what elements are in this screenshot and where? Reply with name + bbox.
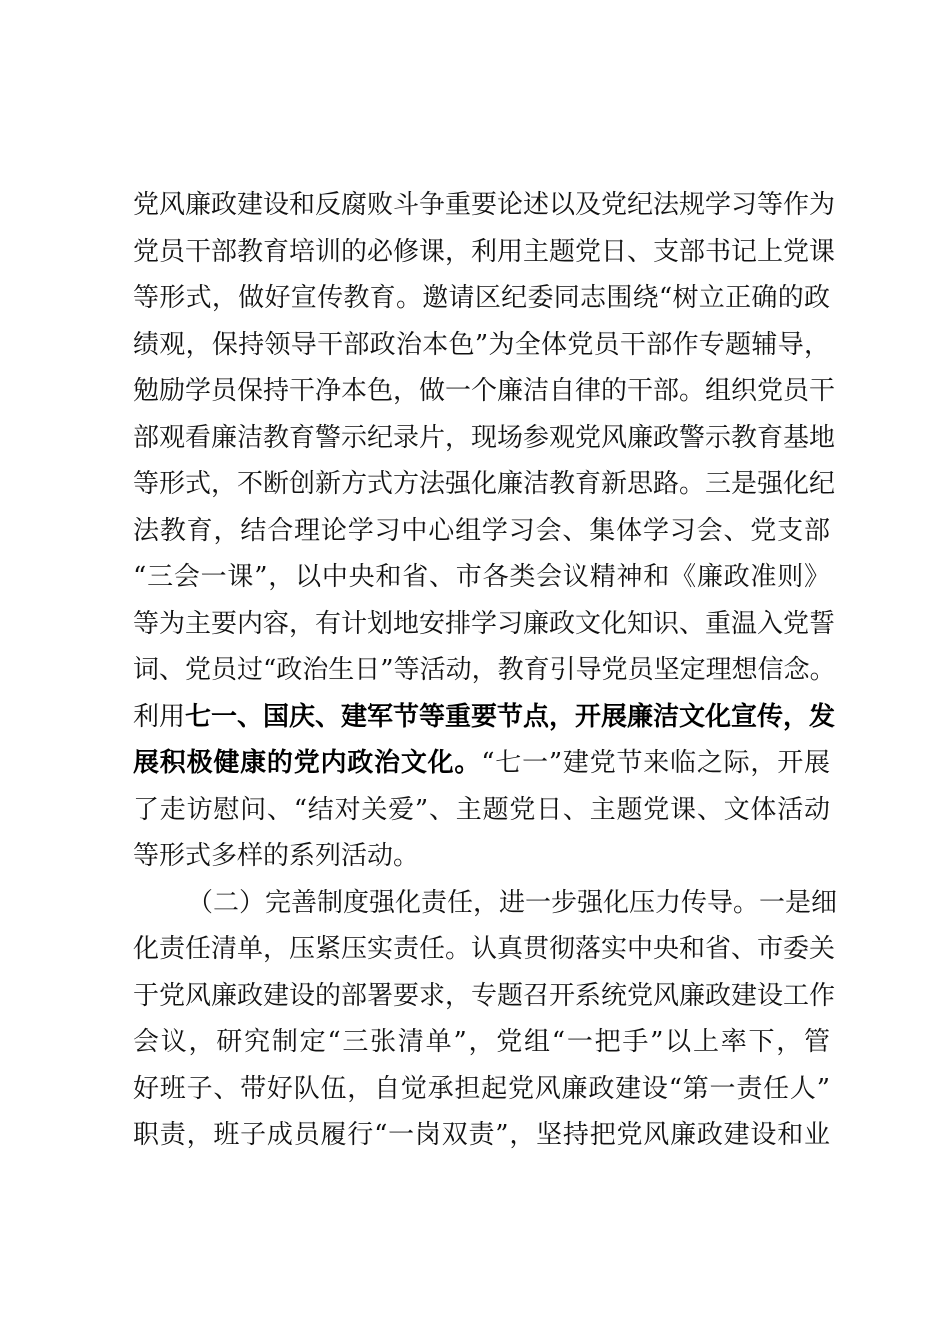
document-body [133, 182, 838, 1159]
text-line [133, 740, 830, 787]
section-heading: （二）完善制度强化责任，进一步强化压力传导。一是细 [187, 887, 838, 918]
text-line: 好班子、带好队伍，自觉承担起党风廉政建设“第一责任人” [133, 1073, 830, 1104]
text-line: 会议，研究制定“三张清单”，党组“一把手”以上率下，管 [133, 1027, 830, 1057]
text-line: 等形式，不断创新方式方法强化廉洁教育新思路。三是强化纪 [133, 469, 836, 499]
text-line [133, 694, 836, 741]
text-line: 化责任清单，压紧压实责任。认真贯彻落实中央和省、市委关 [133, 934, 836, 964]
text-line: 党风廉政建设和反腐败斗争重要论述以及党纪法规学习等作为 [133, 190, 836, 220]
text-line: 职责，班子成员履行“一岗双责”，坚持把党风廉政建设和业 [133, 1120, 830, 1150]
text-line: 词、党员过“政治生日”等活动，教育引导党员坚定理想信念。 [133, 655, 836, 685]
text-run: “七一”建党节来临之际，开展 [481, 748, 830, 778]
text-line: 于党风廉政建设的部署要求，专题召开系统党风廉政建设工作 [133, 980, 836, 1011]
text-line: 等为主要内容，有计划地安排学习廉政文化知识、重温入党誓 [133, 608, 836, 639]
text-run: 利用 [133, 701, 186, 732]
text-line: “三会一课”，以中央和省、市各类会议精神和《廉政准则》 [133, 562, 830, 592]
bold-text-run: 展积极健康的党内政治文化。 [133, 748, 482, 778]
text-line: 等形式，做好宣传教育。邀请区纪委同志围绕“树立正确的政 [133, 283, 830, 313]
text-line: 等形式多样的系列活动。 [133, 841, 420, 871]
text-line: 了走访慰问、“结对关爱”、主题党日、主题党课、文体活动 [133, 794, 830, 825]
text-line: 部观看廉洁教育警示纪录片，现场参观党风廉政警示教育基地 [133, 422, 836, 453]
bold-text-run: 七一、国庆、建军节等重要节点，开展廉洁文化宣传，发 [185, 701, 836, 732]
text-line: 法教育，结合理论学习中心组学习会、集体学习会、党支部 [133, 515, 830, 546]
text-line: 党员干部教育培训的必修课，利用主题党日、支部书记上党课 [133, 236, 836, 267]
text-line: 绩观，保持领导干部政治本色”为全体党员干部作专题辅导， [133, 329, 830, 360]
text-line: 勉励学员保持干净本色，做一个廉洁自律的干部。组织党员干 [133, 376, 836, 406]
